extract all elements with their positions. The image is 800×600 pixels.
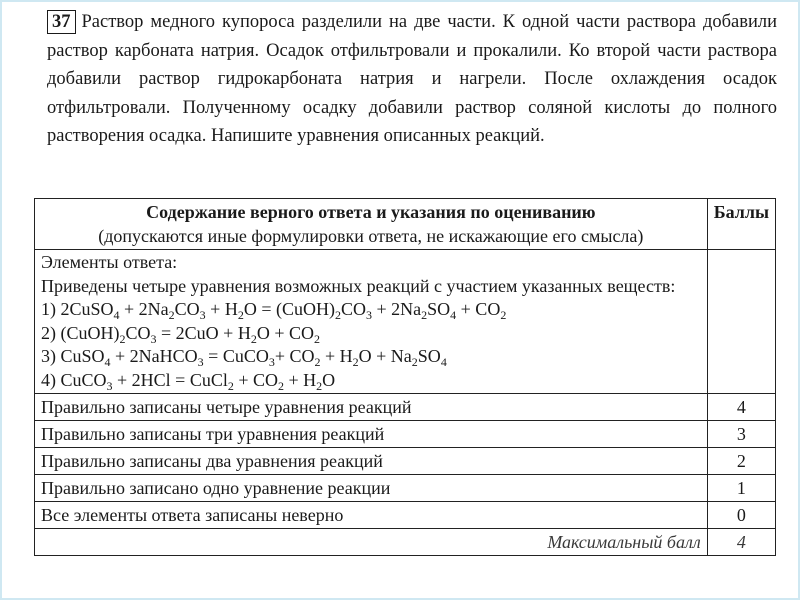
criterion-row [35, 475, 776, 502]
criterion-row [35, 421, 776, 448]
equation-1: 1) 2CuSO$_4$ + $2Na_2CO_3 + H_2O$ = $(CuOH)_2CO_3 + 2Na_2SO_4 + CO_2$ [41, 299, 507, 322]
criterion-points: 3 [707, 421, 775, 448]
answer-elements-row [35, 250, 776, 394]
criterion-row [35, 448, 776, 475]
max-score-row [35, 529, 776, 556]
task-number: 37 [47, 10, 76, 34]
criterion-points: 0 [707, 502, 775, 529]
elements-title: Элементы ответа: [41, 252, 178, 272]
criterion-points: 2 [707, 448, 775, 475]
table-header-row [35, 199, 776, 250]
header-title: Содержание верного ответа и указания по оцениванию [146, 202, 596, 222]
answer-elements-points-cell [707, 250, 775, 394]
criterion-points: 1 [707, 475, 775, 502]
criterion-label: Правильно записаны четыре уравнения реакций [35, 394, 708, 421]
criterion-row [35, 394, 776, 421]
equation-4: 4) CuCO$_3$ + 2HCl = CuCl$_2$ + $CO_2 + H_2O$ [41, 369, 336, 393]
criterion-label: Правильно записаны два уравнения реакций [35, 448, 708, 475]
task-statement [47, 8, 777, 151]
criterion-label: Правильно записаны три уравнения реакций [35, 421, 708, 448]
header-content-cell [35, 199, 708, 250]
equation-3: 3) CuSO$_4$ + 2NaHCO$_3$ = CuCO$_3$+ $CO_2 + H_2O + Na_2SO_4$ [41, 346, 447, 369]
max-score-label: Максимальный балл [35, 529, 708, 556]
task-text: Раствор медного купороса разделили на две части. К одной части раствора добавили раствор карбоната натрия. Осадок отфильтровали и прокалили. Ко второй части раствора добавили раствор гидрокарбоната натрия и нагрели. После охлаждения осадок отфильтровали. Полученному осадку добавили раствор соляной кислоты до полного растворения осадка. Напишите уравнения описанных реакций. [47, 12, 777, 146]
elements-intro: Приведены четыре уравнения возможных реакций с участием указанных веществ: [41, 275, 676, 296]
criterion-row [35, 502, 776, 529]
answer-elements-cell [35, 250, 708, 394]
criterion-label: Правильно записано одно уравнение реакции [35, 475, 708, 502]
criterion-points: 4 [707, 394, 775, 421]
scoring-table [34, 198, 776, 556]
criterion-label: Все элементы ответа записаны неверно [35, 502, 708, 529]
equation-2: 2) $(CuOH)_2CO_3 = 2CuO + H_2O + CO_2$ [41, 322, 320, 346]
max-score-points: 4 [707, 529, 775, 556]
header-subtitle: (допускаются иные формулировки ответа, не искажающие его смысла) [98, 226, 644, 246]
header-points-cell: Баллы [707, 199, 775, 250]
